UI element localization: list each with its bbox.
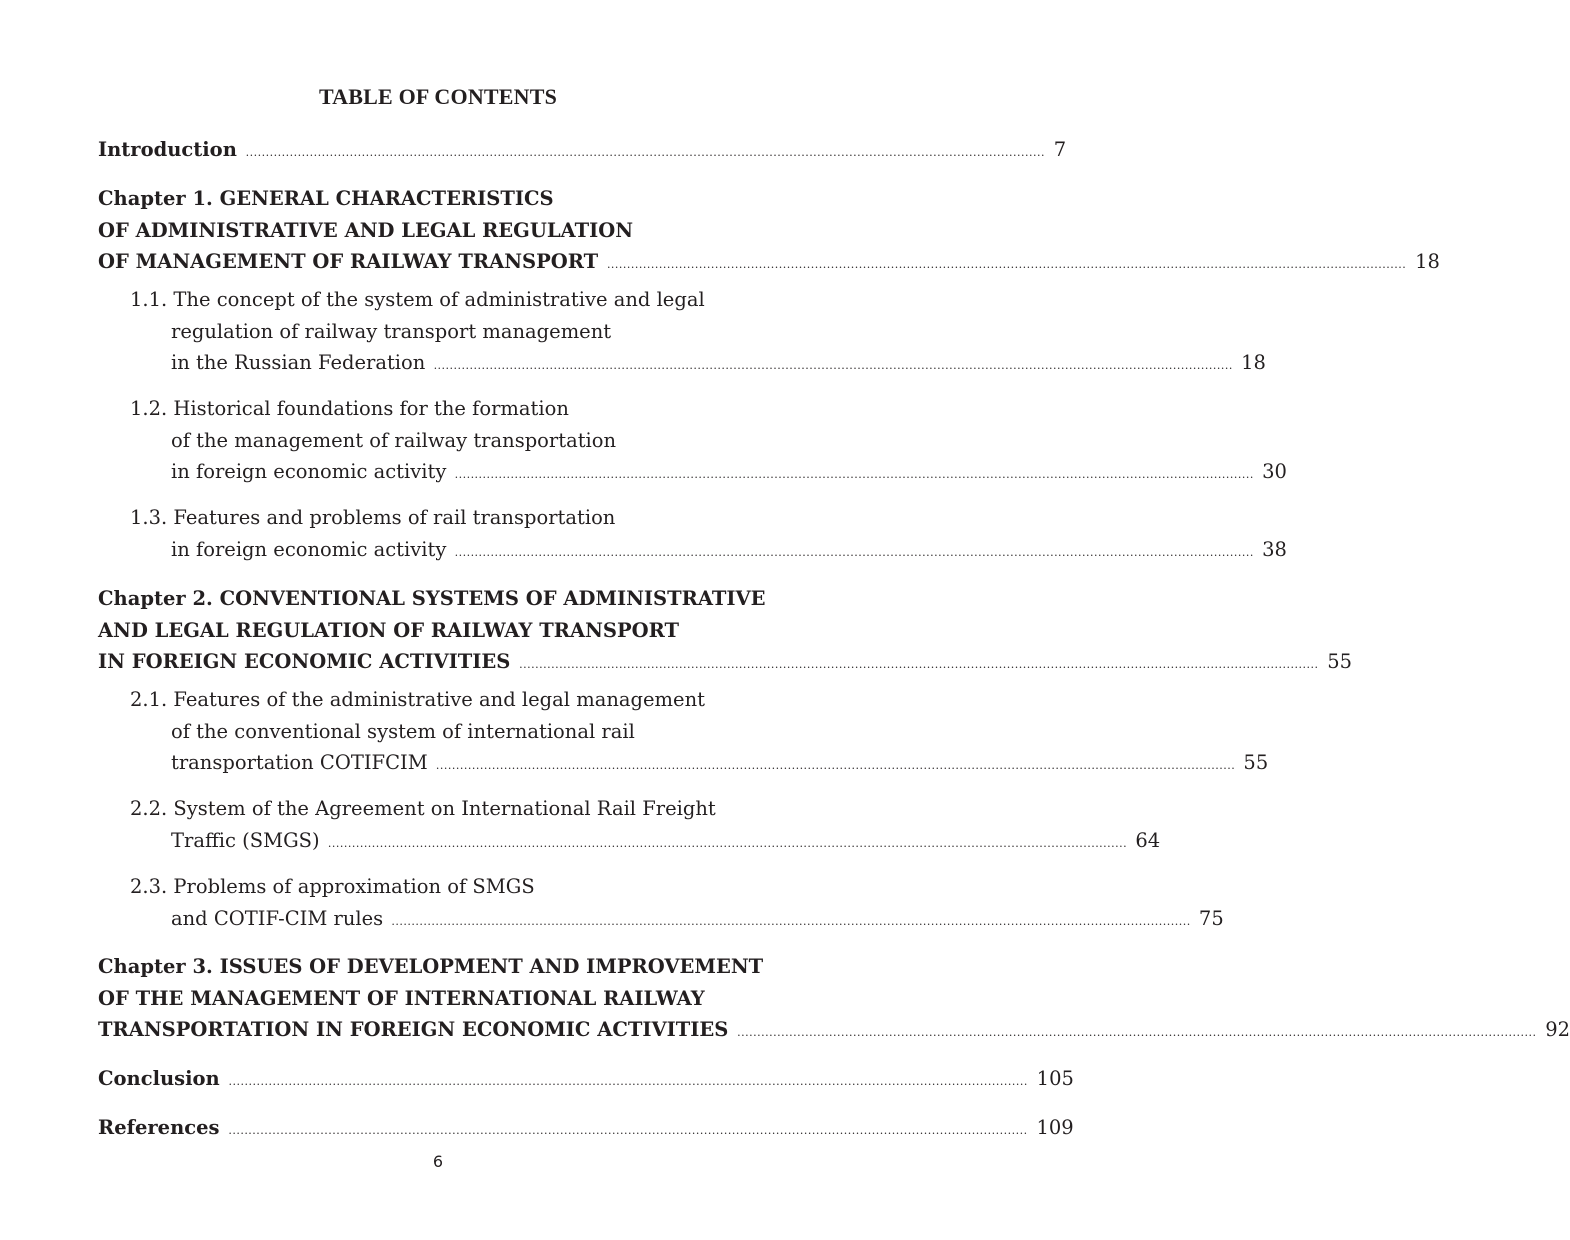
toc-entry-chapter-1[interactable] xyxy=(98,183,1440,278)
toc-entry-title: TRANSPORTATION IN FOREIGN ECONOMIC ACTIVITIES xyxy=(98,1018,729,1041)
toc-entry-line: of the conventional system of international rail xyxy=(171,719,635,743)
dot-leader: ........................................................................................................................................................................................................ xyxy=(245,146,1045,159)
dot-leader: ........................................................................................................................................................................................................ xyxy=(519,658,1319,671)
toc-entry-section-2-3[interactable] xyxy=(130,871,1224,934)
toc-entry-section-2-1[interactable] xyxy=(130,684,1269,779)
toc-entry-line: regulation of railway transport management xyxy=(171,319,612,343)
toc-entry-line: Chapter 3. ISSUES OF DEVELOPMENT AND IMPROVEMENT xyxy=(98,955,764,978)
page-number: 6 xyxy=(432,1152,444,1171)
toc-entry-line: 2.1. Features of the administrative and legal management xyxy=(130,688,705,711)
toc-entry-introduction[interactable] xyxy=(98,134,1067,166)
toc-page-number: 109 xyxy=(1036,1116,1074,1139)
toc-entry-line: 1.3. Features and problems of rail transportation xyxy=(130,506,616,529)
toc-entry-line: of the management of railway transportation xyxy=(171,428,617,452)
toc-entry-title: in the Russian Federation xyxy=(171,351,426,374)
toc-entry-line: OF THE MANAGEMENT OF INTERNATIONAL RAILWAY xyxy=(98,986,705,1010)
toc-entry-line: 1.1. The concept of the system of administrative and legal xyxy=(130,288,705,311)
dot-leader: ........................................................................................................................................................................................................ xyxy=(454,468,1254,481)
page-title: TABLE OF CONTENTS xyxy=(318,84,558,109)
toc-page-number: 38 xyxy=(1262,537,1287,561)
dot-leader: ........................................................................................................................................................................................................ xyxy=(391,914,1191,928)
toc-page-number: 64 xyxy=(1135,828,1161,852)
toc-entry-line: 2.2. System of the Agreement on International Rail Freight xyxy=(130,797,716,820)
toc-entry-title: in foreign economic activity xyxy=(171,537,447,561)
toc-entry-references[interactable] xyxy=(98,1112,1074,1144)
toc-entry-title: transportation COTIFCIM xyxy=(171,751,428,774)
toc-page-number: 30 xyxy=(1262,460,1287,483)
toc-entry-title: and COTIF-CIM rules xyxy=(171,906,384,930)
dot-leader: ........................................................................................................................................................................................................ xyxy=(228,1124,1028,1137)
toc-entry-line: AND LEGAL REGULATION OF RAILWAY TRANSPORT xyxy=(98,618,680,642)
toc-entry-line: 1.2. Historical foundations for the formation xyxy=(130,397,569,420)
toc-entry-line: Chapter 1. GENERAL CHARACTERISTICS xyxy=(98,187,554,210)
toc-page-number: 18 xyxy=(1415,250,1440,273)
toc-entry-title: IN FOREIGN ECONOMIC ACTIVITIES xyxy=(98,650,511,673)
dot-leader: ........................................................................................................................................................................................................ xyxy=(327,836,1128,850)
toc-page-number: 105 xyxy=(1036,1067,1074,1090)
dot-leader: ........................................................................................................................................................................................................ xyxy=(606,258,1407,271)
toc-entry-section-1-1[interactable] xyxy=(130,284,1266,379)
toc-entry-title: Conclusion xyxy=(98,1067,220,1090)
toc-entry-chapter-3[interactable] xyxy=(98,951,1570,1046)
toc-entry-title: Traffic (SMGS) xyxy=(171,828,320,852)
toc-page-number: 18 xyxy=(1241,351,1266,374)
toc-page-number: 75 xyxy=(1198,906,1224,930)
toc-page-number: 92 xyxy=(1545,1018,1570,1041)
toc-entry-line: OF ADMINISTRATIVE AND LEGAL REGULATION xyxy=(98,218,634,242)
toc-entry-chapter-2[interactable] xyxy=(98,583,1353,678)
dot-leader: ........................................................................................................................................................................................................ xyxy=(737,1026,1537,1039)
toc-page-number: 55 xyxy=(1243,751,1269,774)
toc-entry-line: 2.3. Problems of approximation of SMGS xyxy=(130,875,535,898)
dot-leader: ........................................................................................................................................................................................................ xyxy=(433,359,1233,372)
toc-entry-section-2-2[interactable] xyxy=(130,793,1161,856)
toc-entry-title: in foreign economic activity xyxy=(171,460,447,483)
toc-entry-line: Chapter 2. CONVENTIONAL SYSTEMS OF ADMINISTRATIVE xyxy=(98,587,766,610)
toc-entry-title: Introduction xyxy=(98,138,237,161)
dot-leader: ........................................................................................................................................................................................................ xyxy=(454,545,1254,559)
toc-entry-title: References xyxy=(98,1116,220,1139)
toc-entry-section-1-2[interactable] xyxy=(130,393,1287,488)
dot-leader: ........................................................................................................................................................................................................ xyxy=(228,1075,1028,1088)
toc-entry-section-1-3[interactable] xyxy=(130,502,1287,565)
dot-leader: ........................................................................................................................................................................................................ xyxy=(435,759,1236,772)
toc-page-number: 55 xyxy=(1327,650,1353,673)
toc-entry-title: OF MANAGEMENT OF RAILWAY TRANSPORT xyxy=(98,250,599,273)
toc-entry-conclusion[interactable] xyxy=(98,1063,1074,1095)
toc-page-number: 7 xyxy=(1053,138,1067,161)
